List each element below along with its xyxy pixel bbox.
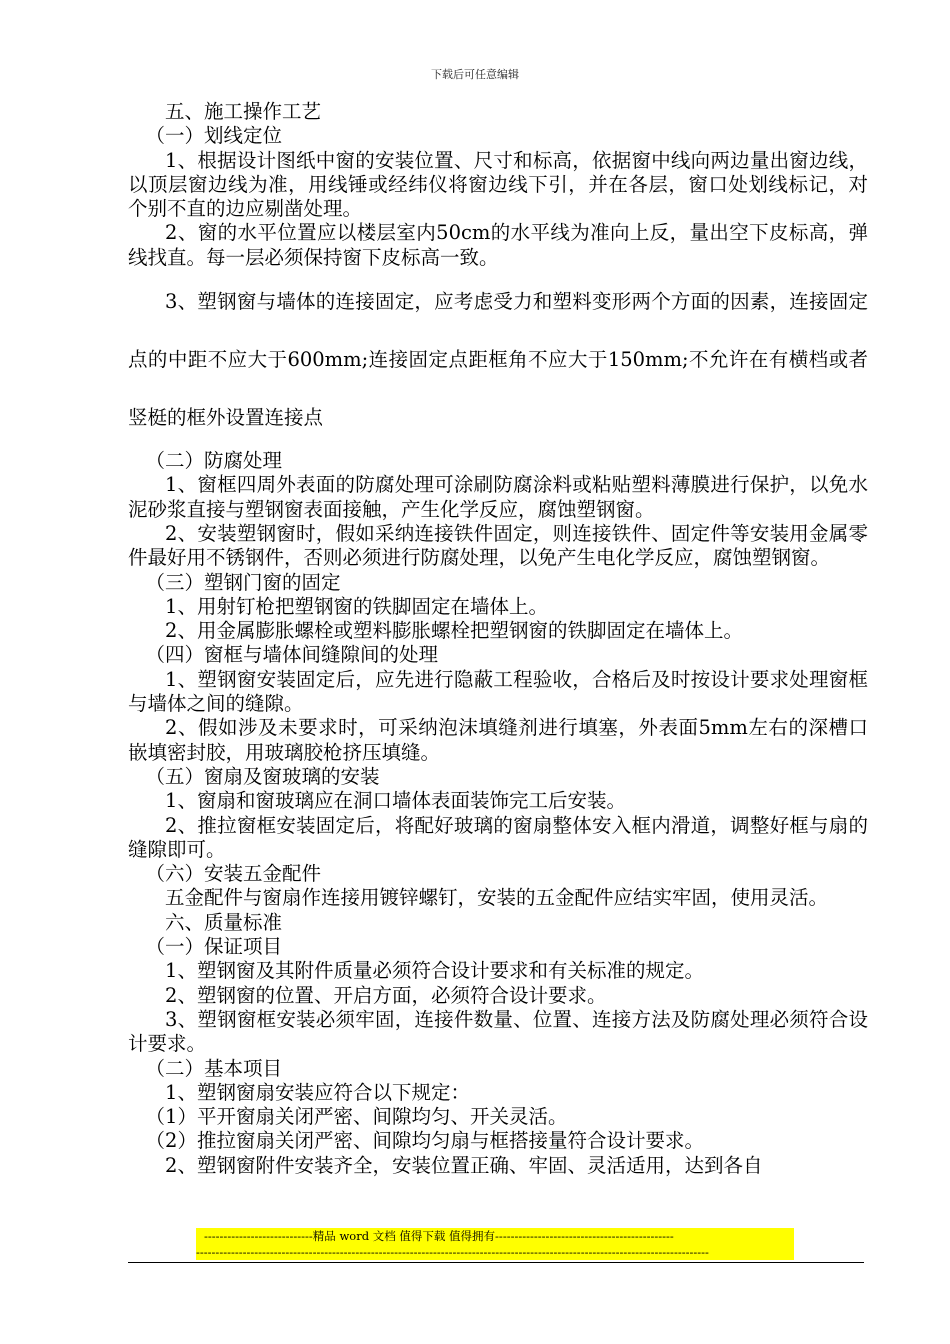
subsection-heading: （二）防腐处理 (145, 449, 283, 473)
paragraph: 2、推拉窗框安装固定后，将配好玻璃的窗扇整体安入框内滑道，调整好框与扇的缝隙即可。 (128, 813, 868, 861)
paragraph: 2、假如涉及未要求时，可采纳泡沫填缝剂进行填塞，外表面5mm左右的深槽口嵌填密封胶，用玻璃胶枪挤压填缝。 (128, 716, 868, 764)
paragraph: 五金配件与窗扇作连接用镀锌螺钉，安装的五金配件应结实牢固，使用灵活。 (165, 886, 829, 910)
paragraph: 2、窗的水平位置应以楼层室内50cm的水平线为准向上反，量出空下皮标高，弹线找直。每一层必须保持窗下皮标高一致。 (128, 221, 868, 269)
section-heading: 五、施工操作工艺 (165, 100, 322, 123)
list-item: （2）推拉窗扇关闭严密、间隙均匀扇与框搭接量符合设计要求。 (145, 1129, 704, 1153)
header-note: 下载后可任意编辑 (431, 68, 519, 81)
paragraph: 1、根据设计图纸中窗的安装位置、尺寸和标高，依据窗中线向两边量出窗边线，以顶层窗边线为准，用线锤或经纬仪将窗边线下引，并在各层，窗口处划线标记，对个别不直的边应剔凿处理。 (128, 148, 868, 221)
paragraph: 2、塑钢窗附件安装齐全，安装位置正确、牢固、灵活适用，达到各自 (165, 1153, 763, 1177)
paragraph: 2、塑钢窗的位置、开启方面，必须符合设计要求。 (165, 983, 607, 1007)
footer-line: ------------------------------------------------------------------------------------------------------------------------------------ (196, 1245, 709, 1259)
paragraph: 1、塑钢窗及其附件质量必须符合设计要求和有关标准的规定。 (165, 959, 704, 983)
footer-line: ----------------------------精品 word 文档 值得下载 值得拥有---------------------------------------------- (204, 1229, 674, 1243)
section-heading: 六、质量标准 (165, 910, 283, 934)
paragraph: 1、塑钢窗安装固定后，应先进行隐蔽工程验收，合格后及时按设计要求处理窗框与墙体之间的缝隙。 (128, 667, 868, 716)
footer-highlight-banner (196, 1228, 794, 1260)
paragraph: 3、塑钢窗与墙体的连接固定，应考虑受力和塑料变形两个方面的因素，连接固定点的中距不应大于600mm;连接固定点距框角不应大于150mm;不允许在有横档或者竖梃的框外设置连接点 (128, 290, 868, 430)
subsection-heading: （四）窗框与墙体间缝隙间的处理 (145, 643, 439, 667)
paragraph: 1、用射钉枪把塑钢窗的铁脚固定在墙体上。 (165, 594, 548, 618)
paragraph: 1、窗框四周外表面的防腐处理可涂刷防腐涂料或粘贴塑料薄膜进行保护，以免水泥砂浆直接与塑钢窗表面接触，产生化学反应，腐蚀塑钢窗。 (128, 473, 868, 521)
paragraph: 1、塑钢窗扇安装应符合以下规定： (165, 1080, 470, 1104)
paragraph: 2、用金属膨胀螺栓或塑料膨胀螺栓把塑钢窗的铁脚固定在墙体上。 (165, 619, 743, 643)
subsection-heading: （二）基本项目 (145, 1056, 283, 1080)
paragraph: 1、窗扇和窗玻璃应在洞口墙体表面装饰完工后安装。 (165, 789, 626, 813)
paragraph: 2、安装塑钢窗时，假如采纳连接铁件固定，则连接铁件、固定件等安装用金属零件最好用不锈钢件，否则必须进行防腐处理，以免产生电化学反应，腐蚀塑钢窗。 (128, 521, 868, 570)
paragraph: 3、塑钢窗框安装必须牢固，连接件数量、位置、连接方法及防腐处理必须符合设计要求。 (128, 1007, 868, 1056)
subsection-heading: （一）保证项目 (145, 935, 283, 959)
document-body (128, 100, 868, 1178)
footer-divider (128, 1262, 864, 1263)
subsection-heading: （六）安装五金配件 (145, 862, 322, 886)
list-item: （1）平开窗扇关闭严密、间隙均匀、开关灵活。 (145, 1105, 568, 1129)
subsection-heading: （一）划线定位 (145, 124, 283, 148)
subsection-heading: （三）塑钢门窗的固定 (145, 570, 341, 594)
subsection-heading: （五）窗扇及窗玻璃的安装 (145, 764, 380, 788)
